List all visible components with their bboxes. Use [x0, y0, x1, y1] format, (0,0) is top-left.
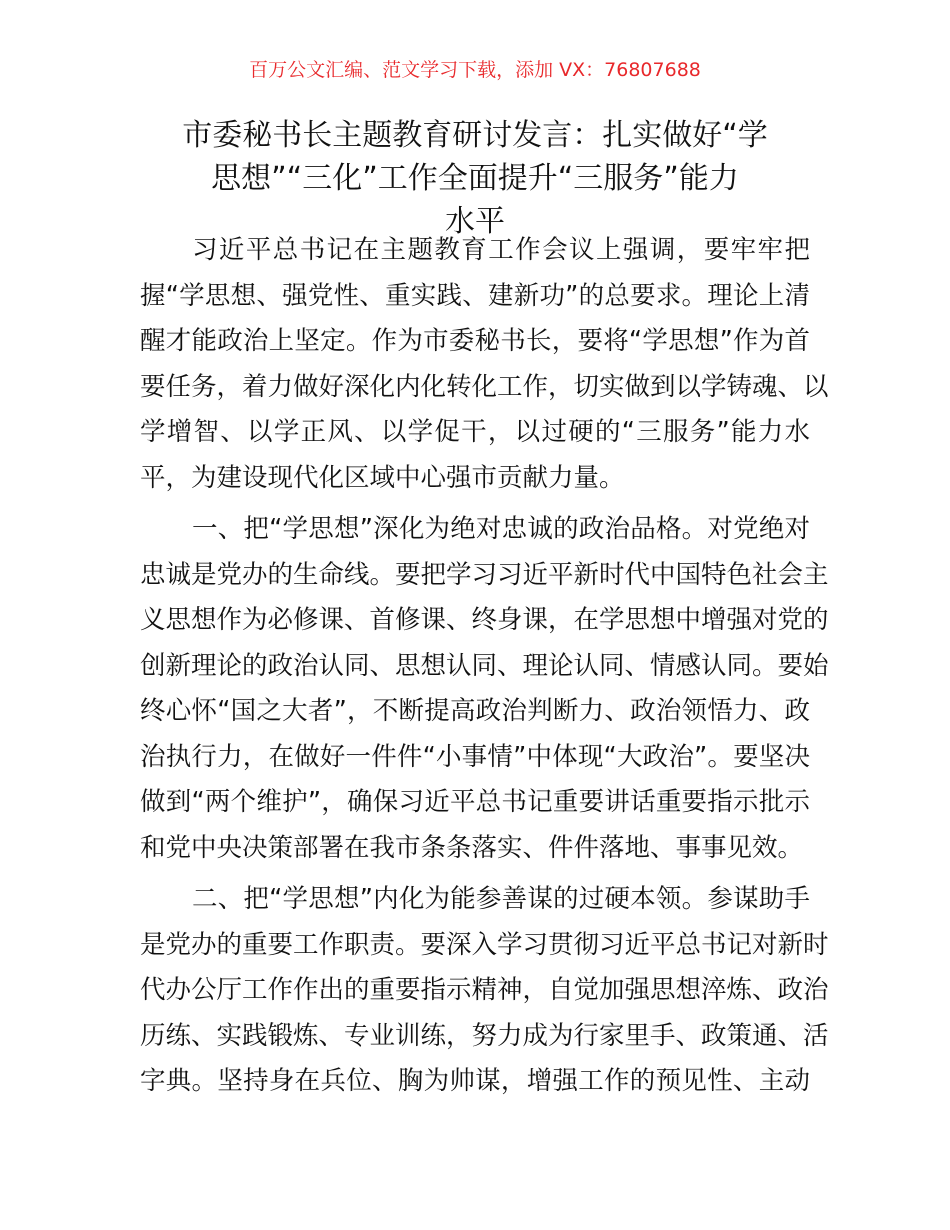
- paragraph-line: 创新理论的政治认同、思想认同、理论认同、情感认同。要始: [140, 650, 829, 681]
- paragraph-line: 一、把“学思想”深化为绝对忠诚的政治品格。对党绝对: [192, 514, 810, 544]
- title-line: 市委秘书长主题教育研讨发言：扎实做好“学: [182, 118, 768, 153]
- paragraph: [140, 507, 829, 871]
- paragraph-line: 平，为建设现代化区域中心强市贡献力量。: [140, 462, 625, 493]
- paragraph-line: 是党办的重要工作职责。要深入学习贯彻习近平总书记对新时: [140, 929, 829, 960]
- paragraph-line: 字典。坚持身在兵位、胸为帅谋，增强工作的预见性、主动: [140, 1066, 810, 1096]
- paragraph-line: 历练、实践锻炼、专业训练，努力成为行家里手、政策通、活: [140, 1020, 829, 1051]
- paragraph-line: 治执行力，在做好一件件“小事情”中体现“大政治”。要坚决: [140, 741, 810, 772]
- paragraph-line: 二、把“学思想”内化为能参善谋的过硬本领。参谋助手: [192, 884, 810, 914]
- paragraph-line: 忠诚是党办的生命线。要把学习习近平新时代中国特色社会主: [140, 559, 829, 590]
- title-line: 思想”“三化”工作全面提升“三服务”能力: [211, 161, 739, 196]
- paragraph: [140, 877, 829, 1105]
- paragraph-line: 握“学思想、强党性、重实践、建新功”的总要求。理论上清: [140, 280, 810, 311]
- title-line: 水平: [445, 204, 505, 239]
- paragraph: [140, 228, 829, 501]
- paragraph-line: 义思想作为必修课、首修课、终身课，在学思想中增强对党的: [140, 605, 829, 635]
- watermark-header: 百万公文汇编、范文学习下载，添加 VX：76807688: [249, 59, 701, 81]
- paragraph-line: 代办公厅工作作出的重要指示精神，自觉加强思想淬炼、政治: [140, 975, 829, 1005]
- paragraph-line: 做到“两个维护”，确保习近平总书记重要讲话重要指示批示: [140, 787, 810, 817]
- paragraph-line: 和党中央决策部署在我市条条落实、件件落地、事事见效。: [140, 832, 804, 863]
- document-title: [140, 114, 810, 243]
- paragraph-line: 醒才能政治上坚定。作为市委秘书长，要将“学思想”作为首: [140, 326, 810, 356]
- paragraph-line: 要任务，着力做好深化内化转化工作，切实做到以学铸魂、以: [140, 371, 829, 402]
- paragraph-line: 习近平总书记在主题教育工作会议上强调，要牢牢把: [192, 235, 810, 265]
- document-body: [140, 228, 829, 1111]
- paragraph-line: 终心怀“国之大者”，不断提高政治判断力、政治领悟力、政: [140, 696, 810, 726]
- paragraph-line: 学增智、以学正风、以学促干，以过硬的“三服务”能力水: [140, 417, 810, 447]
